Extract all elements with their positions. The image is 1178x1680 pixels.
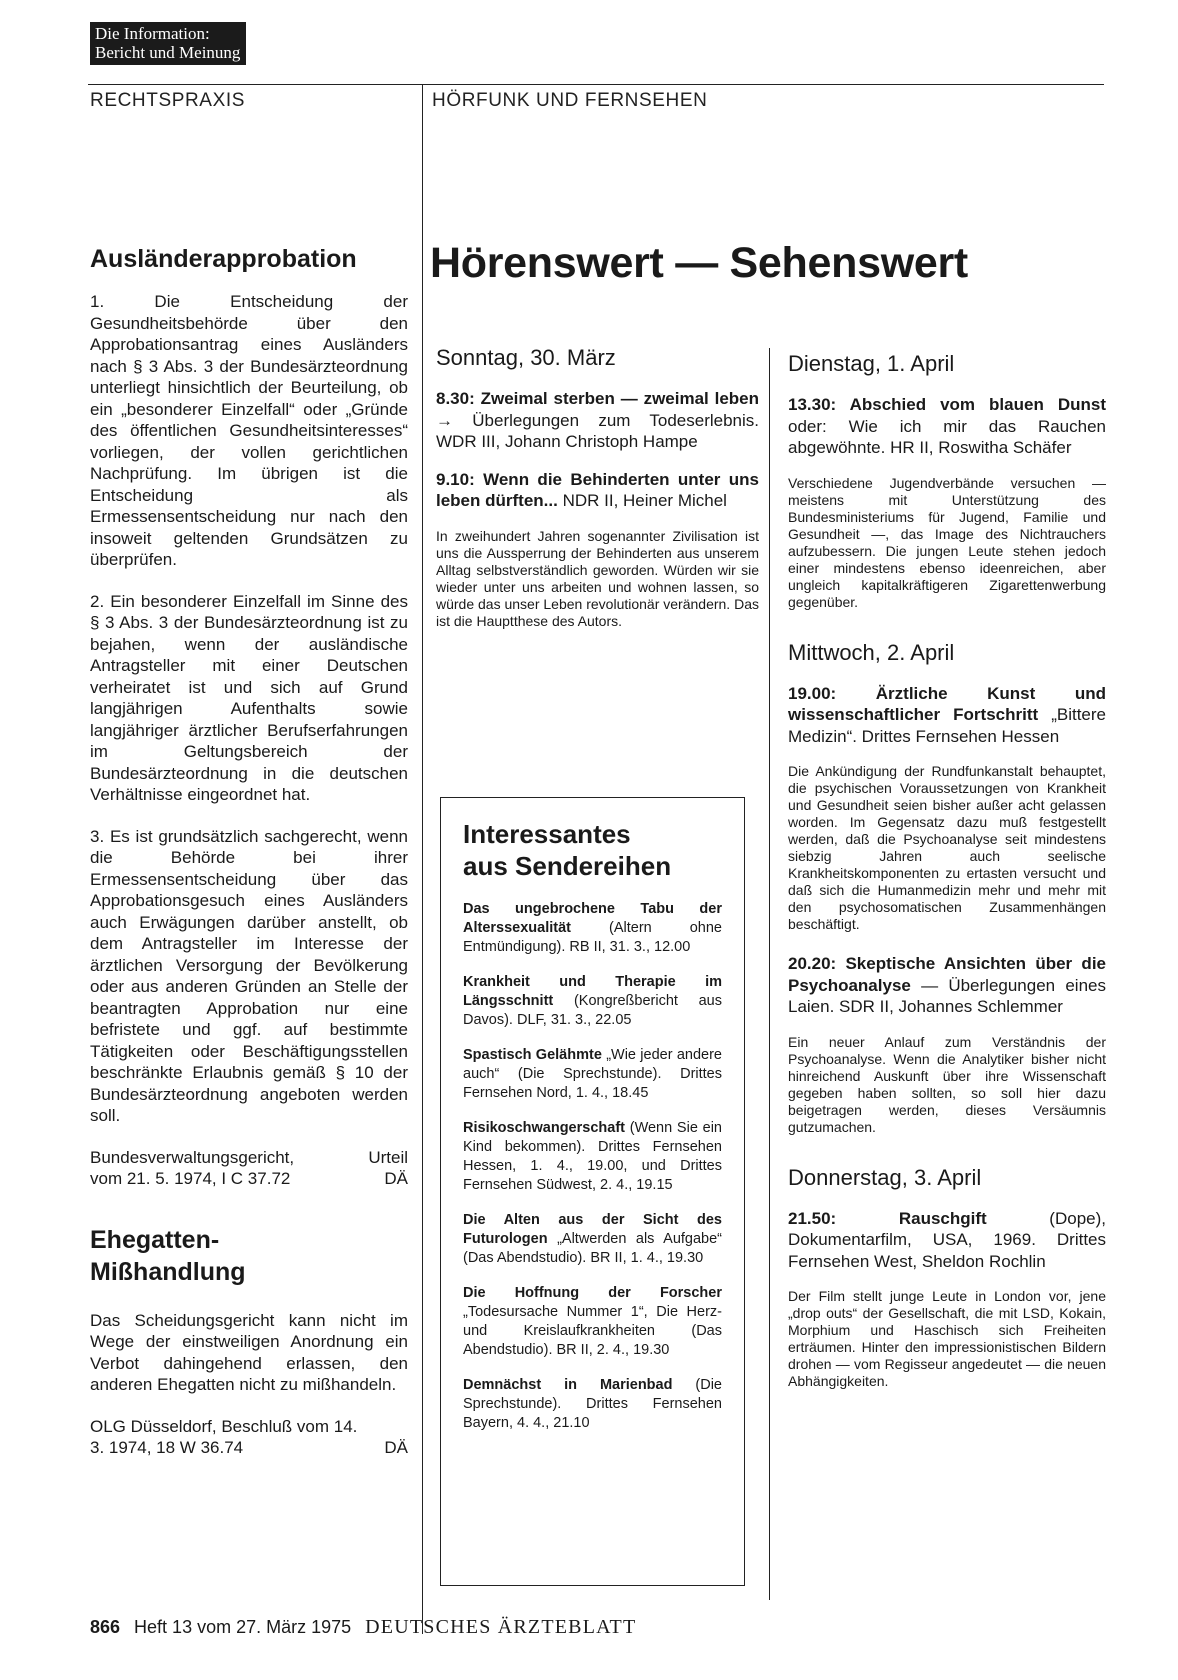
court-reference-left: vom 21. 5. 1974, I C 37.72	[90, 1169, 291, 1188]
program-entry-title: 19.00: Ärztliche Kunst und wissenschaftlicher Fortschritt	[788, 683, 1106, 724]
program-description: Der Film stellt junge Leute in London vor, jene „drop outs“ der Gesellschaft, die mit LSD, Kokain, Morphium und Haschisch sich Freiheiten erträumen. Hinter den impressionistischen Bildern drohen — vom Regisseur angedeutet — die neuen Abhängigkeiten.	[788, 1288, 1106, 1389]
series-item-title: Die Hoffnung der Forscher	[463, 1285, 722, 1301]
program-entry-title: 13.30: Abschied vom blauen Dunst	[788, 395, 1106, 414]
article-title-ehegatten	[90, 1224, 408, 1288]
court-reference	[90, 1416, 408, 1438]
court-reference-left: 3. 1974, 18 W 36.74	[90, 1438, 244, 1457]
page-footer	[90, 1616, 636, 1639]
left-column	[90, 243, 408, 1459]
series-item-text: (Altern ohne Entmündigung). RB II, 31. 3., 12.00	[463, 920, 722, 955]
program-entry-text: → Überlegungen zum Todeserlebnis. WDR III, Johann Christoph Hampe	[436, 410, 759, 451]
day-heading: Mittwoch, 2. April	[788, 639, 955, 665]
program-entry-text: „Bittere Medizin“. Drittes Fernsehen Hessen	[788, 705, 1106, 746]
box-title	[463, 818, 722, 882]
series-item-title: Die Alten aus der Sicht des Futurologen	[463, 1212, 722, 1247]
series-item-title: Krankheit und Therapie im Längsschnitt	[463, 974, 722, 1009]
magazine-name: DEUTSCHES ÄRZTEBLATT	[365, 1616, 637, 1638]
article-title-line: Mißhandlung	[90, 1257, 246, 1286]
series-box	[440, 797, 745, 1586]
court-reference	[90, 1147, 408, 1169]
series-item	[463, 900, 722, 957]
column-divider-right	[769, 348, 770, 1600]
series-item	[463, 1211, 722, 1268]
article-paragraph: 2. Ein besonderer Einzelfall im Sinne des § 3 Abs. 3 der Bundesärzteordnung ist zu bejahen, wenn der ausländische Antragsteller mit einer Deutschen verheiratet ist und sich auf Grund langjährigen Aufenthalts sowie langjähriger ärztlicher Berufserfahrungen im Geltungsbereich der Bundesärzteordnung in die deutschen Verhältnisse eingeordnet hat.	[90, 591, 408, 804]
section-label-hoerfunk: HÖRFUNK UND FERNSEHEN	[432, 90, 708, 111]
day-heading: Dienstag, 1. April	[788, 351, 955, 376]
program-description: Die Ankündigung der Rundfunkanstalt behauptet, die psychischen Voraussetzungen von Krankheit und Gesundheit seien bisher außer acht gelassen worden. Im Gegensatz dazu muß festgestellt werden, daß die Psychoanalyse seit mindestens siebzig Jahren auch seelische Krankheitskomponenten zu ertasten versucht und daß sich die Humanmedizin mehr und mehr mit den psychosomatischen Zusammenhängen beschäftigt.	[788, 763, 1106, 932]
program-column-sunday	[436, 344, 759, 658]
section-label-rechtspraxis: RECHTSPRAXIS	[90, 90, 246, 111]
top-rule	[88, 84, 1104, 85]
program-entry	[788, 683, 1106, 748]
program-entry-title: 20.20: Skeptische Ansichten über die Psychoanalyse	[788, 954, 1106, 995]
series-item-title: Das ungebrochene Tabu der Alterssexualität	[463, 901, 722, 936]
series-item-text: (Die Sprechstunde). Drittes Fernsehen Bayern, 4. 4., 21.10	[463, 1377, 722, 1431]
program-entry	[788, 394, 1106, 459]
series-item-title: Demnächst in Marienbad	[463, 1377, 673, 1393]
page-number: 866	[90, 1617, 121, 1637]
column-divider-left	[422, 84, 423, 1634]
program-description: Verschiedene Jugendverbände versuchen — meistens mit Unterstützung des Bundesministeriums für Jugend, Familie und Gesundheit —, das Image des Nichtrauchers aufzubessern. Die jungen Leute stehen jedoch einer mindestens ebenso ideenreichen, aber ungleich kapitalkräftigeren Zigarettenwerbung gegenüber.	[788, 474, 1106, 610]
article-title-auslaenderapprobation: Ausländerapprobation	[90, 245, 357, 273]
program-entry-text: (Dope), Dokumentarfilm, USA, 1969. Drittes Fernsehen West, Sheldon Rochlin	[788, 1208, 1106, 1271]
program-column-weekdays	[788, 350, 1106, 1418]
program-entry-text: oder: Wie ich mir das Rauchen abgewöhnte. HR II, Roswitha Schäfer	[788, 416, 1106, 457]
court-reference-right: DÄ	[384, 1169, 408, 1188]
program-entry-title: 21.50: Rauschgift	[788, 1208, 987, 1228]
court-reference-right: Urteil	[368, 1147, 408, 1167]
series-item-title: Spastisch Gelähmte	[463, 1047, 602, 1063]
program-entry-text: — Überlegungen eines Laien. SDR II, Johannes Schlemmer	[788, 975, 1106, 1016]
masthead-badge	[90, 22, 246, 65]
program-description: In zweihundert Jahren sogenannter Zivilisation ist uns die Aussperrung der Behinderten aus unserem Alltag selbstverständlich geworden. Würden wir sie wieder unter uns arbeiten und wohnen lassen, so würde das unser Leben revolutionär verändern. Das ist die Hauptthese des Autors.	[436, 527, 759, 629]
article-paragraph: 3. Es ist grundsätzlich sachgerecht, wenn die Behörde bei ihrer Ermessensentscheidung über das Approbationsgesuch eines Ausländers auch Erwägungen darüber anstellt, ob dem Antragsteller im Interesse der ärztlichen Versorgung der Bevölkerung oder aus anderen Gründen an Stelle der beantragten Approbation nur eine befristete und ggf. auf bestimmte Tätigkeiten oder Beschäftigungsstellen beschränkte Erlaubnis gemäß § 10 der Bundesärzteordnung angeboten werden soll.	[90, 826, 408, 1125]
court-reference-right: DÄ	[384, 1438, 408, 1457]
series-item-title: Risikoschwangerschaft	[463, 1120, 625, 1136]
issue-info: Heft 13 vom 27. März 1975	[134, 1617, 352, 1637]
court-reference-left: Bundesverwaltungsgericht,	[90, 1147, 295, 1167]
court-reference	[90, 1437, 408, 1459]
series-item	[463, 1376, 722, 1433]
program-entry-text: NDR II, Heiner Michel	[557, 491, 727, 510]
masthead-line1: Die Information:	[95, 24, 210, 43]
article-paragraph: Das Scheidungsgericht kann nicht im Wege der einstweiligen Anordnung ein Verbot dahingehend erlassen, den anderen Ehegatten nicht zu mißhandeln.	[90, 1310, 408, 1394]
court-reference-left: OLG Düsseldorf, Beschluß vom 14.	[90, 1416, 358, 1436]
article-paragraph: 1. Die Entscheidung der Gesundheitsbehörde über den Approbationsantrag eines Ausländers nach § 3 Abs. 3 der Bundesärzteordnung unterliegt hinsichtlich der Beurteilung, ob ein „besonderer Einzelfall“ oder „Gründe des öffentlichen Gesundheitsinteresses“ vorliegen, der vollen gerichtlichen Nachprüfung. Im übrigen ist die Entscheidung als Ermessensentscheidung nur nach den insoweit geltenden Grundsätzen zu überprüfen.	[90, 292, 408, 569]
main-title: Hörenswert — Sehenswert	[430, 239, 968, 287]
article-title-line: Ehegatten-	[90, 1225, 220, 1254]
series-item	[463, 973, 722, 1030]
box-title-line: aus Sendereihen	[463, 851, 672, 881]
program-entry-title: 9.10: Wenn die Behinderten unter uns leben dürften...	[436, 469, 759, 510]
day-heading: Sonntag, 30. März	[436, 345, 616, 370]
day-heading: Donnerstag, 3. April	[788, 1164, 982, 1190]
program-entry	[436, 469, 759, 512]
program-entry	[788, 953, 1106, 1018]
series-item	[463, 1119, 722, 1195]
series-item-text: (Kongreßbericht aus Davos). DLF, 31. 3., 22.05	[463, 993, 722, 1028]
series-item-text: „Todesursache Nummer 1“, Die Herz- und Kreislaufkrankheiten (Das Abendstudio). BR II, 2. 4., 19.30	[463, 1304, 722, 1358]
series-item-text: „Wie jeder andere auch“ (Die Sprechstunde). Drittes Fernsehen Nord, 1. 4., 18.45	[463, 1047, 723, 1101]
program-entry	[788, 1208, 1106, 1273]
program-entry	[436, 388, 759, 453]
series-item	[463, 1046, 722, 1103]
box-title-line: Interessantes	[463, 819, 631, 849]
program-entry-title: 8.30: Zweimal sterben — zweimal leben	[436, 389, 759, 408]
court-reference	[90, 1168, 408, 1190]
masthead-line2: Bericht und Meinung	[95, 43, 241, 62]
series-item	[463, 1284, 722, 1360]
series-item-text: (Wenn Sie ein Kind bekommen). Drittes Fernsehen Hessen, 1. 4., 19.00, und Drittes Fernsehen Südwest, 2. 4., 19.15	[463, 1120, 722, 1193]
series-item-text: „Altwerden als Aufgabe“ (Das Abendstudio). BR II, 1. 4., 19.30	[463, 1231, 722, 1266]
program-description: Ein neuer Anlauf zum Verständnis der Psychoanalyse. Wenn die Analytiker bisher nicht hinreichend Auskunft über ihre Wissenschaft gegeben haben sollten, so soll hier dazu beigetragen werden, dieses Versäumnis gutzumachen.	[788, 1033, 1106, 1135]
